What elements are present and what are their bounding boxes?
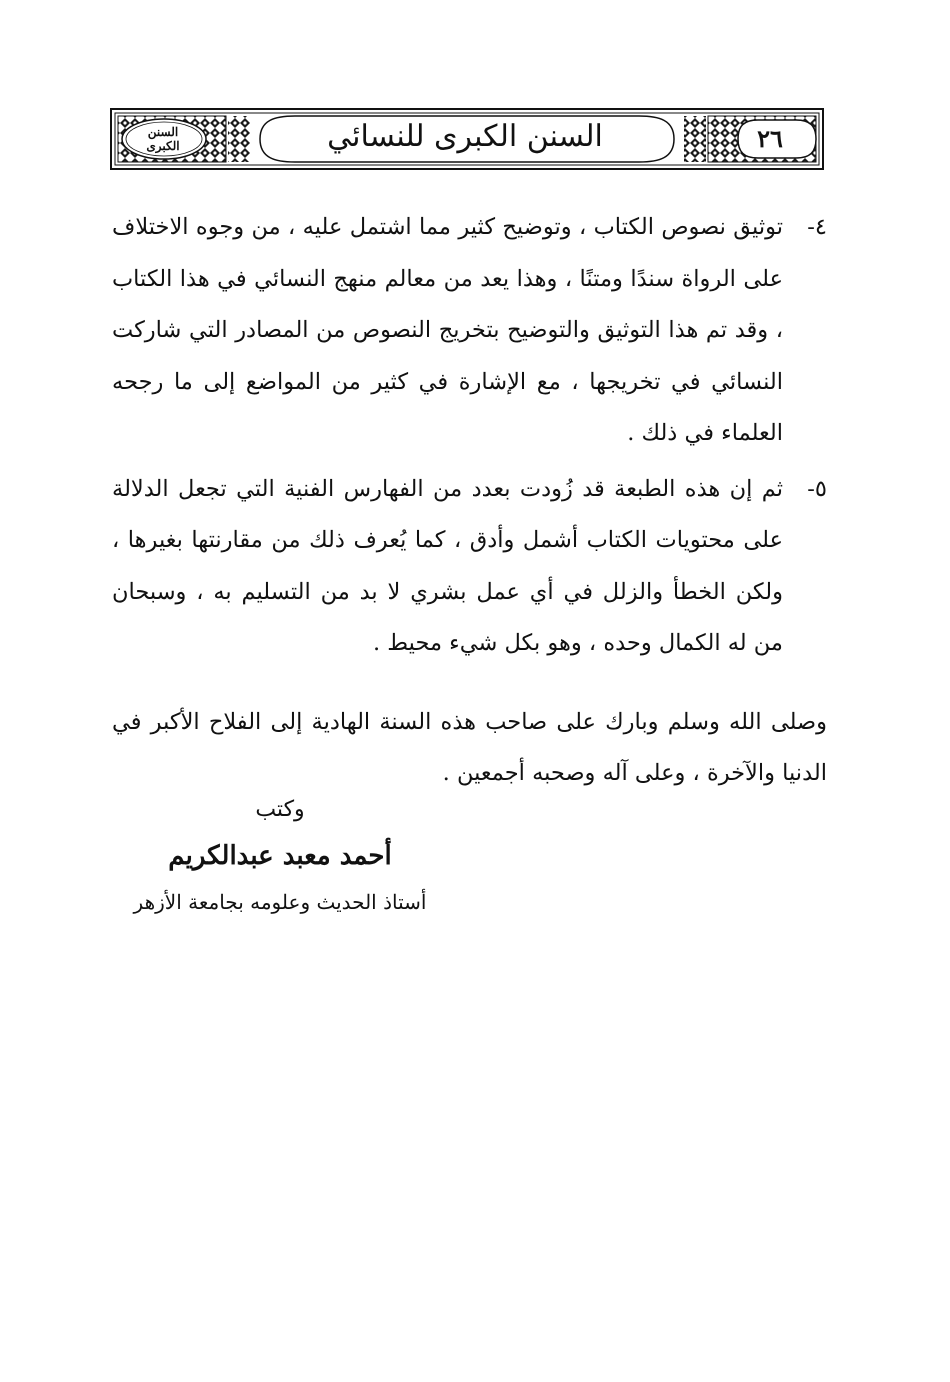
- signature-name: أحمد معبد عبدالكريم: [168, 841, 392, 871]
- signature-wrote: وكتب: [255, 797, 305, 822]
- list-item: [112, 202, 827, 460]
- item-text: توثيق نصوص الكتاب ، وتوضيح كثير مما اشتمل عليه ، من وجوه الاختلاف على الرواة سندًا ومتنًا ، وهذا يعد من معالم منهج النسائي في هذا الكتاب ، وقد تم هذا التوثيق والتوضيح بتخريج النصوص من المصادر التي شاركت النسائي في تخريجها ، مع الإشارة في كثير من المواضع إلى ما رجحه العلماء في ذلك .: [112, 214, 783, 446]
- item-number: ٥-: [807, 475, 827, 502]
- list-item: [112, 464, 827, 670]
- signature-title: أستاذ الحديث وعلومه بجامعة الأزهر: [133, 890, 427, 914]
- book-emblem: [122, 125, 204, 153]
- closing-paragraph: وصلى الله وسلم وبارك على صاحب هذه السنة الهادية إلى الفلاح الأكبر في الدنيا والآخرة ، وعلى آله وصحبه أجمعين .: [112, 708, 827, 786]
- emblem-line: السنن: [147, 125, 179, 139]
- item-number: ٤-: [807, 214, 827, 240]
- page-number: ٢٦: [757, 124, 783, 153]
- page-content: [112, 202, 827, 800]
- signature-block: [120, 792, 440, 922]
- item-text: ثم إن هذه الطبعة قد زُودت بعدد من الفهارس الفنية التي تجعل الدلالة على محتويات الكتاب أشمل وأدق ، كما يُعرف ذلك من مقارنتها بغيرها ، ولكن الخطأ والزلل في أي عمل بشري لا بد من التسليم به ، وسبحان من له الكمال وحده ، وهو بكل شيء محيط .: [112, 475, 783, 656]
- book-title: السنن الكبرى للنسائي: [327, 119, 603, 154]
- emblem-line: الكبرى: [146, 139, 180, 153]
